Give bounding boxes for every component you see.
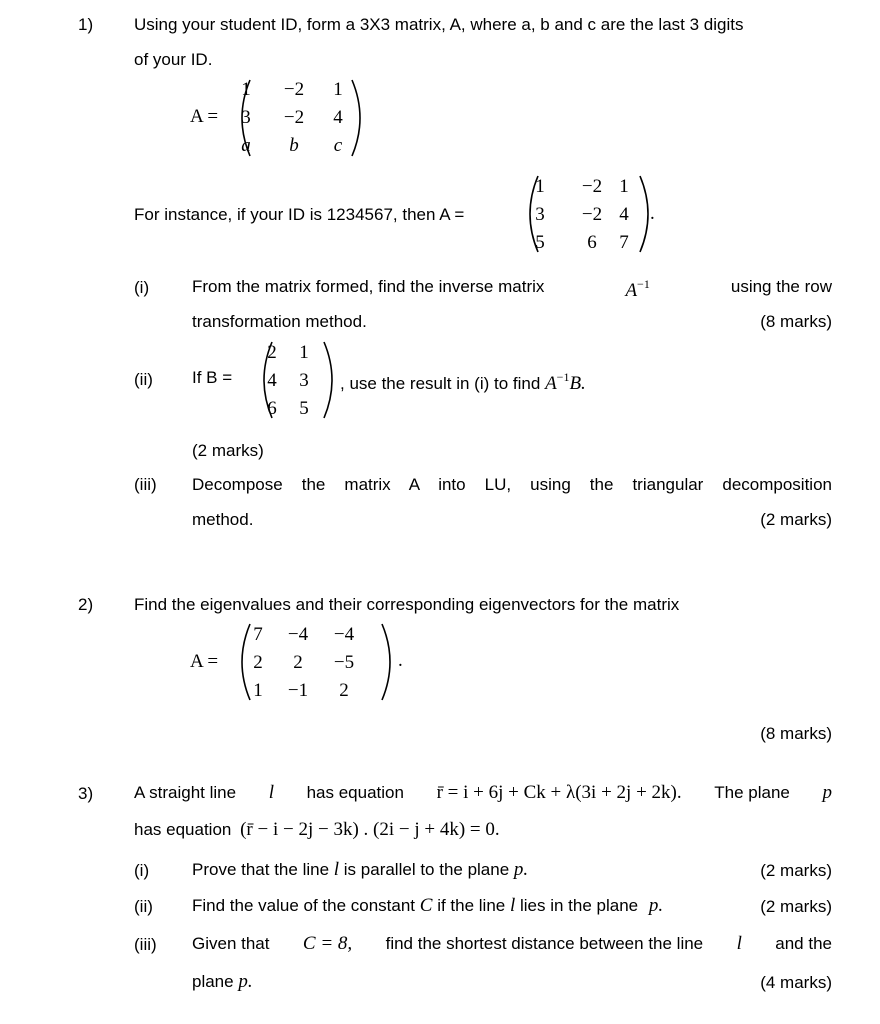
- q1-i-line1: [192, 278, 832, 300]
- q1-i-marks: (8 marks): [760, 312, 832, 331]
- right-paren: [324, 342, 332, 418]
- q3-iii-line2-p: p.: [238, 971, 253, 992]
- right-paren: [382, 624, 390, 700]
- q1-ii-text: [340, 371, 586, 393]
- q3-iii-number: (iii): [134, 935, 157, 954]
- q3-ii-text-c: lies in the plane: [520, 896, 639, 915]
- q3-iii-text-c: and the: [775, 934, 832, 953]
- matrix-cell: a: [241, 135, 251, 156]
- q1-i-text-c: using the row: [730, 277, 832, 296]
- q1-ii-expr: $A^{-1}B$.: [545, 370, 586, 394]
- q3-line2-a: has equation: [134, 820, 232, 839]
- matrix-cell: 6: [267, 398, 277, 419]
- q1-i-number: (i): [134, 278, 150, 297]
- q3-ii-text: [192, 896, 663, 915]
- q3-iii-text-b: find the shortest distance between the line: [385, 934, 704, 953]
- matrix-cell: 4: [267, 370, 277, 391]
- matrix-cell: 1: [619, 176, 629, 197]
- matrix-cell: −1: [287, 680, 309, 701]
- q3-number: 3): [78, 784, 94, 803]
- q1-iii-line2: method.: [192, 510, 254, 529]
- q1-instance-text: [134, 206, 464, 223]
- q3-ii-text-a: Find the value of the constant: [192, 896, 416, 915]
- q1-instance-end: .: [650, 203, 655, 224]
- q3-line1-p: p: [822, 782, 832, 803]
- q1-i-line2: transformation method.: [192, 312, 367, 331]
- q3-line-equation: r̄ = i + 6j + Ck + λ(3i + 2j + 2k).: [436, 782, 682, 803]
- matrix-cell: −5: [333, 652, 355, 673]
- q1-matrix-b: [258, 340, 338, 420]
- q3-iii-line2-a: plane: [192, 972, 234, 991]
- q3-ii-c: C: [419, 895, 433, 916]
- q1-i-inverse-expr: $A^{-1}$: [625, 277, 650, 301]
- q3-i-l: l: [333, 859, 340, 880]
- q3-line2: [134, 820, 500, 839]
- matrix-cell: 4: [333, 107, 343, 128]
- matrix-cell: 5: [299, 398, 309, 419]
- q3-i-p: p.: [513, 859, 529, 880]
- q3-iii-line1: [192, 934, 832, 953]
- q3-i-text-b: is parallel to the plane: [343, 860, 510, 879]
- matrix-cell: 2: [253, 652, 263, 673]
- matrix-cell: −4: [287, 624, 309, 645]
- q3-iii-l: l: [736, 933, 742, 954]
- q3-ii-text-b: if the line: [437, 896, 506, 915]
- q2-text: Find the eigenvalues and their corresponding eigenvectors for the matrix: [134, 595, 680, 614]
- q3-line1-c: The plane: [714, 783, 790, 802]
- q3-ii-l: l: [509, 895, 516, 916]
- q1-instance-label: For instance, if your ID is 1234567, then A =: [134, 205, 465, 224]
- q3-i-text: [192, 860, 528, 879]
- matrix-cell: 2: [267, 342, 277, 363]
- matrix-cell: 4: [619, 204, 629, 225]
- q1-matrix-a-label: A =: [190, 106, 219, 127]
- q1-iii-number: (iii): [134, 475, 157, 494]
- matrix-cell: 3: [241, 107, 251, 128]
- right-paren: [640, 176, 648, 252]
- matrix-cell: 2: [293, 652, 303, 673]
- matrix-cell: 1: [241, 79, 251, 100]
- q1-line1: Using your student ID, form a 3X3 matrix, A, where a, b and c are the last 3 digits: [134, 15, 744, 34]
- matrix-cell: 2: [339, 680, 349, 701]
- matrix-cell: 6: [587, 232, 597, 253]
- matrix-cell: c: [333, 135, 343, 156]
- matrix-cell: 1: [299, 342, 309, 363]
- matrix-cell: 5: [535, 232, 545, 253]
- right-paren: [352, 80, 360, 156]
- q3-ii-marks: (2 marks): [760, 897, 832, 916]
- matrix-cell: 7: [253, 624, 263, 645]
- matrix-cell: −2: [581, 176, 603, 197]
- q3-iii-line2: [192, 972, 253, 991]
- q3-plane-equation: (r̄ − i − 2j − 3k) . (2i − j + 4k) = 0.: [240, 819, 500, 840]
- q3-iii-marks: (4 marks): [760, 973, 832, 992]
- matrix-cell: −4: [333, 624, 355, 645]
- q1-ii-number: (ii): [134, 370, 153, 389]
- q1-matrix-example: [524, 174, 654, 254]
- matrix-cell: −2: [581, 204, 603, 225]
- q1-matrix-a: [236, 78, 366, 158]
- q3-ii-number: (ii): [134, 897, 153, 916]
- q1-line2: of your ID.: [134, 50, 213, 69]
- matrix-cell: 7: [619, 232, 629, 253]
- q1-ii-prefix-text: If B =: [192, 368, 233, 387]
- matrix-cell: b: [289, 135, 299, 156]
- matrix-cell: 1: [253, 680, 263, 701]
- q2-matrix: [236, 622, 396, 702]
- matrix-cell: −2: [283, 79, 305, 100]
- matrix-cell: −2: [283, 107, 305, 128]
- matrix-cell: 1: [535, 176, 545, 197]
- q3-i-number: (i): [134, 861, 150, 880]
- matrix-cell: 1: [333, 79, 343, 100]
- q1-ii-marks: (2 marks): [192, 441, 264, 460]
- q3-line1: [134, 783, 832, 802]
- q3-i-text-a: Prove that the line: [192, 860, 330, 879]
- q3-iii-text-a: Given that: [192, 934, 270, 953]
- q1-ii-text-label: , use the result in (i) to find: [340, 374, 541, 393]
- q1-number: 1): [78, 15, 94, 34]
- q1-iii-marks: (2 marks): [760, 510, 832, 529]
- q3-line1-l: l: [268, 782, 274, 803]
- q2-matrix-label: A =: [190, 651, 219, 672]
- matrix-cell: 3: [299, 370, 309, 391]
- q3-ii-p: p.: [648, 895, 664, 916]
- q1-ii-prefix: [192, 369, 232, 386]
- q3-line1-a: A straight line: [134, 783, 237, 802]
- matrix-cell: 3: [535, 204, 545, 225]
- q1-iii-line1: Decompose the matrix A into LU, using the triangular decomposition: [192, 475, 832, 494]
- q1-i-text-a: From the matrix formed, find the inverse matrix: [192, 277, 545, 296]
- q2-marks: (8 marks): [760, 724, 832, 743]
- q3-line1-b: has equation: [306, 783, 404, 802]
- q3-iii-eq: C = 8,: [302, 933, 353, 954]
- q2-end: .: [398, 650, 403, 671]
- q2-number: 2): [78, 595, 94, 614]
- q3-i-marks: (2 marks): [760, 861, 832, 880]
